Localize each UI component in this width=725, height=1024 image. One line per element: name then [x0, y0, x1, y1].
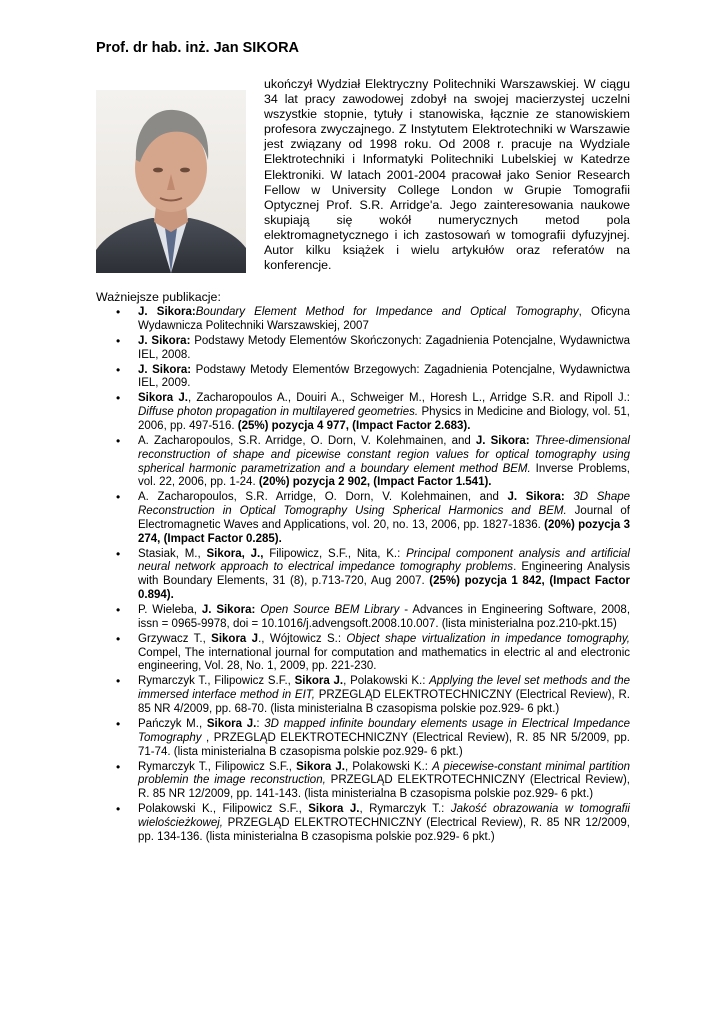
biography-paragraph: ukończył Wydział Elektryczny Politechniki Warszawskiej. W ciągu 34 lat pracy zawodowej zdobył na swojej macierzystej uczelni wszystkie stopnie, tytuły i stanowiska, łącznie ze stanowiskiem profesora zwyczajnego. Z Instytutem Elektrotechniki w Warszawie jest związany od 1998 roku. Od 2008 r. pracuje na Wydziale Elektrotechniki i Informatyki Politechniki Lubelskiej w Katedrze Elektroniki. W latach 2001-2004 pracował jako Senior Research Fellow w University College London w Grupie Tomografii Optycznej Prof. S.R. Arridge'a. Jego zainteresowania naukowe skupiają się wokół numerycznych metod pola elektromagnetycznego i ich zastosowań w tomografii dyfuzyjnej. Autor kilku książek i wielu artykułów oraz referatów na konferencje. — [264, 77, 630, 273]
publication-author-highlight: Sikora J. — [294, 675, 344, 688]
publications-list — [116, 306, 630, 846]
publication-author-highlight: Sikora J. — [206, 717, 257, 730]
publication-item — [116, 718, 630, 759]
publication-item — [116, 491, 630, 546]
publication-details: Inverse Problems, vol. 22, 2006, pp. 1-24. — [138, 462, 631, 489]
publication-authors-rest: , Rymarczyk T.: — [359, 803, 451, 816]
publication-details: Journal of Electromagnetic Waves and Applications, vol. 20, no. 13, 2006, pp. 1827-1836. — [138, 505, 630, 531]
publication-title: 3D mapped infinite boundary elements usage in Electrical Impedance Tomography — [138, 717, 631, 744]
publication-author-highlight: J. Sikora: — [201, 604, 256, 617]
publication-author-highlight: J. Sikora: — [507, 491, 565, 504]
publication-authors: Polakowski K., Filipowicz S.F., — [138, 803, 309, 816]
publication-item — [116, 435, 630, 490]
portrait-photo — [96, 90, 246, 273]
publication-details: - Advances in Engineering Software, 2008, issn = 0965-9978, doi = 10.1016/j.advengsoft.2008.10.007. (lista ministerialna poz.210-pkt.15) — [138, 604, 631, 630]
publication-authors-rest: ., Wójtowicz S.: — [258, 632, 347, 645]
publication-authors-rest: , Zacharopoulos A., Douiri A., Schweiger M., Horesh L., Arridge S.R. and Ripoll J.: — [187, 392, 631, 405]
publication-details: , PRZEGLĄD ELEKTROTECHNICZNY (Electrical Review), R. 85 NR 5/2009, pp. 71-74. (lista ministerialna B czasopisma polskie poz.929- 6 pkt.) — [138, 731, 630, 758]
publication-authors: P. Wieleba, — [138, 604, 202, 617]
publication-item — [116, 364, 630, 392]
publication-title: Object shape virtualization in impedance tomography, — [346, 632, 630, 645]
publication-score: (20%) pozycja 2 902, (Impact Factor 1.541). — [258, 476, 492, 489]
publication-authors: Pańczyk M., — [138, 717, 207, 730]
publication-author-highlight: Sikora, J., — [206, 547, 264, 560]
publication-title: Jakość obrazowania w tomografii wielościeżkowej, — [138, 803, 630, 829]
publications-heading: Ważniejsze publikacje: — [96, 290, 221, 304]
publication-author-highlight: Sikora J — [211, 632, 259, 645]
publication-author-highlight: Sikora J. — [308, 803, 360, 816]
publication-item — [116, 633, 630, 674]
publication-authors-rest: , Polakowski K.: — [343, 675, 430, 688]
publication-author-highlight: J. Sikora: — [138, 363, 192, 376]
publication-author-highlight: J. Sikora: — [475, 434, 530, 447]
publication-details: PRZEGLĄD ELEKTROTECHNICZNY (Electrical Review), R. 85 NR 4/2009, pp. 68-70. (lista ministerialna B czasopisma polskie poz.929- 6 pkt.) — [138, 689, 630, 715]
publication-authors: A. Zacharopoulos, S.R. Arridge, O. Dorn, V. Kolehmainen, and — [138, 434, 476, 447]
publication-details: . Engineering Analysis with Boundary Elements, 31 (8), p.713-720, Aug 2007. — [138, 561, 630, 588]
publication-authors: A. Zacharopoulos, S.R. Arridge, O. Dorn, V. Kolehmainen, and — [138, 491, 508, 504]
publication-title: Applying the level set methods and the immersed interface method in EIT, — [138, 675, 630, 702]
publication-item — [116, 761, 630, 802]
publication-title: Three-dimensional reconstruction of shape and picewise constant region values for optical tomography using spherical harmonic parametrization and a boundary element method BEM. — [138, 434, 630, 475]
publication-details: Podstawy Metody Elementów Skończonych: Zagadnienia Potencjalne, Wydawnictwa IEL, 2008. — [138, 334, 630, 361]
publication-title: A piecewise-constant minimal partition problemin the image reconstruction, — [138, 760, 630, 787]
publication-details: PRZEGLĄD ELEKTROTECHNICZNY (Electrical Review), R. 85 NR 12/2009, pp. 141-143. (lista ministerialna B czasopisma polskie poz.929- 6 pkt.) — [138, 774, 630, 801]
publication-title: Open Source BEM Library — [260, 604, 400, 617]
publication-details: PRZEGLĄD ELEKTROTECHNICZNY (Electrical Review), R. 85 NR 12/2009, pp. 134-136. (lista ministerialna B czasopisma polskie poz.929- 6 pkt.) — [138, 816, 630, 843]
publication-author-highlight: J. Sikora: — [138, 306, 196, 318]
publication-details: Compel, The international journal for computation and mathematics in electric al and electronic engineering, Vol. 28, No. 1, 2009, pp. 221-230. — [138, 646, 630, 673]
publication-item — [116, 306, 630, 334]
publication-item — [116, 548, 630, 603]
publication-item — [116, 675, 630, 716]
publication-authors-rest: Filipowicz, S.F., Nita, K.: — [263, 547, 407, 560]
publication-authors: Rymarczyk T., Filipowicz S.F., — [138, 760, 297, 773]
publication-item — [116, 392, 630, 433]
publication-authors: Stasiak, M., — [138, 547, 207, 560]
publication-details: Physics in Medicine and Biology, vol. 51, 2006, pp. 497-516. — [138, 406, 630, 432]
publication-item — [116, 335, 630, 363]
publication-details: Podstawy Metody Elementów Brzegowych: Zagadnienia Potencjalne, Wydawnictwa IEL, 2009. — [138, 363, 630, 390]
publication-score: (20%) pozycja 3 274, (Impact Factor 0.285). — [138, 518, 630, 545]
publication-authors: Grzywacz T., — [138, 632, 212, 645]
publication-title: 3D Shape Reconstruction in Optical Tomography Using Spherical Harmonics and BEM. — [138, 491, 631, 518]
publication-item — [116, 604, 630, 632]
publication-details: , Oficyna Wydawnicza Politechniki Warszawskiej, 2007 — [138, 306, 630, 332]
publication-title: Diffuse photon propagation in multilayered geometries. — [138, 406, 419, 419]
publication-author-highlight: J. Sikora: — [138, 334, 191, 347]
publication-author-highlight: Sikora J. — [138, 392, 188, 405]
publication-author-highlight: Sikora J. — [296, 760, 345, 773]
publication-item — [116, 803, 630, 844]
publication-authors-rest: , Polakowski K.: — [344, 760, 433, 773]
publication-title: Principal component analysis and artificial neural network approach to electrical impedance tomography problems — [138, 547, 630, 574]
publication-authors: Rymarczyk T., Filipowicz S.F., — [138, 675, 295, 688]
publication-authors-rest: : — [256, 717, 265, 730]
publication-title: Boundary Element Method for Impedance and Optical Tomography — [195, 306, 579, 318]
publication-score: (25%) pozycja 4 977, (Impact Factor 2.683). — [237, 419, 471, 432]
publication-score: (25%) pozycja 1 842, (Impact Factor 0.894). — [138, 575, 630, 602]
page-title: Prof. dr hab. inż. Jan SIKORA — [96, 40, 300, 56]
